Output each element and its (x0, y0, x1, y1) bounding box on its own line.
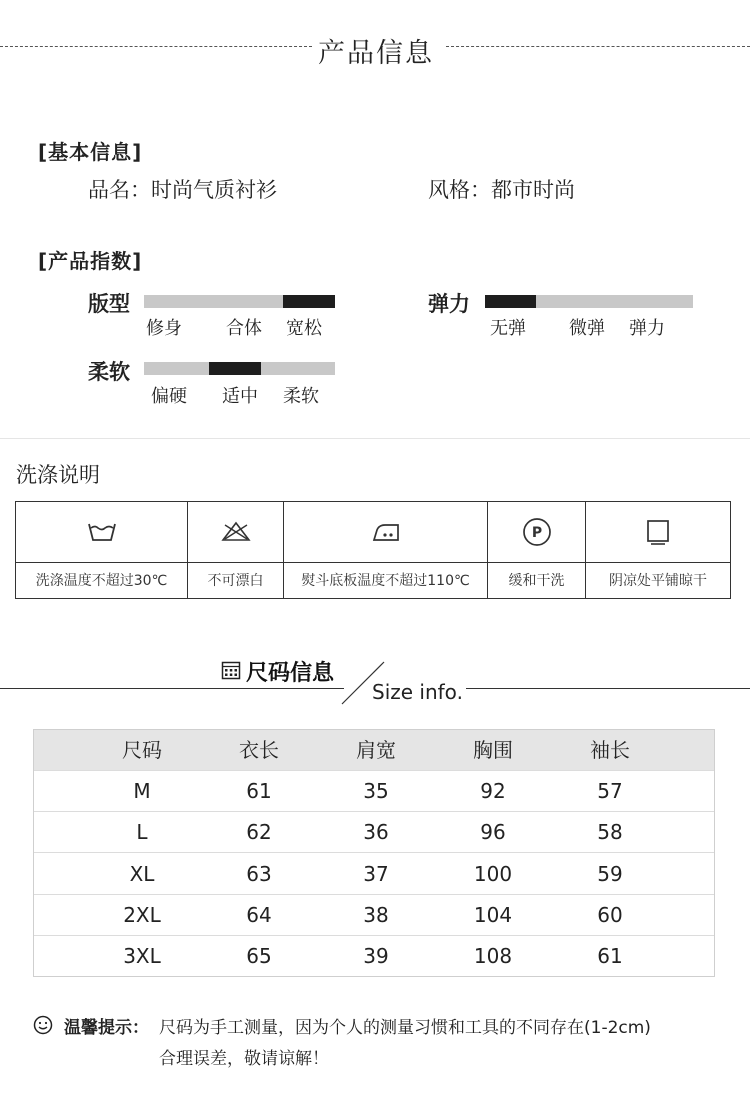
wash-text-4: 缓和干洗 (508, 573, 565, 589)
size-header-line-right (466, 688, 750, 689)
wash-cell-5 (586, 502, 730, 598)
wash-cell-3 (284, 502, 488, 598)
size-table-cell: 37 (363, 861, 389, 886)
wash-cell-divider (188, 562, 283, 563)
size-table-cell: 2XL (123, 902, 161, 927)
product-info-section (0, 0, 750, 438)
size-subtitle: Size info. (372, 680, 463, 704)
no-bleach-icon (188, 516, 283, 548)
wash-cell-4 (488, 502, 586, 598)
size-header-line-left (0, 688, 344, 689)
basic-info-heading: [基本信息] (38, 140, 143, 164)
wash-cell-divider (16, 562, 187, 563)
elastic-tick-2: 微弹 (569, 318, 605, 339)
notice-text-line2: 合理误差，敬请谅解！ (159, 1049, 329, 1069)
wash-cell-2 (188, 502, 284, 598)
notice-text-line1: 尺码为手工测量，因为个人的测量习惯和工具的不同存在(1-2cm) (159, 1018, 651, 1038)
calendar-icon (221, 660, 241, 680)
size-table-header-cell: 肩宽 (356, 738, 396, 762)
wash-cell-divider (586, 562, 730, 563)
size-table-cell: M (133, 779, 151, 804)
size-table-cell: XL (129, 861, 155, 886)
size-table-cell: 100 (473, 861, 513, 886)
size-table-cell: 58 (597, 820, 623, 845)
size-table-header-cell: 袖长 (590, 738, 630, 762)
elastic-index-label: 弹力 (428, 292, 470, 316)
size-table-cell: 61 (597, 944, 623, 968)
size-table-cell: L (136, 820, 148, 845)
page-title: 产品信息 (318, 38, 434, 69)
size-title: 尺码信息 (246, 661, 335, 686)
size-table-cell: 104 (473, 902, 513, 927)
size-table-header-cell: 尺码 (122, 738, 162, 762)
title-dashed-line-left (0, 46, 312, 47)
fit-index-label: 版型 (88, 292, 130, 316)
size-table-header-row (34, 730, 714, 771)
fit-tick-2: 合体 (226, 318, 262, 339)
fit-tick-3: 宽松 (286, 318, 322, 339)
size-table-header-cell: 衣长 (239, 738, 279, 762)
product-index-heading: [产品指数] (38, 249, 143, 273)
table-row (34, 812, 714, 853)
table-row (34, 895, 714, 936)
size-table-cell: 3XL (123, 944, 161, 968)
elastic-index-bar (485, 295, 693, 308)
title-dashed-line-right (446, 46, 750, 47)
dry-clean-p-icon (488, 516, 585, 548)
size-table-cell: 63 (246, 861, 272, 886)
svg-text:P: P (531, 525, 542, 541)
soft-tick-1: 偏硬 (151, 386, 187, 407)
elastic-tick-3: 弹力 (629, 318, 665, 339)
size-table-cell: 57 (597, 779, 623, 804)
table-row (34, 854, 714, 895)
size-table-cell: 108 (473, 944, 513, 968)
wash-title: 洗涤说明 (16, 463, 100, 487)
size-table-cell: 96 (480, 820, 506, 845)
soft-tick-3: 柔软 (283, 386, 319, 407)
size-table-cell: 61 (246, 779, 272, 804)
size-table-cell: 39 (363, 944, 389, 968)
size-table-cell: 65 (246, 944, 272, 968)
product-name: 品名：时尚气质衬衫 (88, 178, 277, 202)
size-table-cell: 64 (246, 902, 272, 927)
wash-instructions-table (15, 501, 731, 599)
section-divider (0, 438, 750, 439)
wash-text-2: 不可漂白 (207, 573, 264, 589)
wash-text-1: 洗涤温度不超过30℃ (35, 573, 168, 589)
fit-tick-1: 修身 (146, 318, 182, 339)
soft-index-marker (209, 362, 261, 375)
elastic-index-marker (485, 295, 536, 308)
wash-cell-1 (16, 502, 188, 598)
size-table-cell: 92 (480, 779, 506, 804)
smile-icon (33, 1015, 53, 1035)
size-table-cell: 62 (246, 820, 272, 845)
product-style: 风格：都市时尚 (428, 178, 575, 202)
wash-text-3: 熨斗底板温度不超过110℃ (301, 573, 470, 589)
table-row (34, 771, 714, 812)
wash-tub-icon (16, 516, 187, 548)
shade-dry-icon (586, 516, 730, 548)
table-row (34, 936, 714, 977)
wash-cell-divider (488, 562, 585, 563)
notice-label: 温馨提示： (64, 1018, 149, 1038)
size-table-cell: 60 (597, 902, 623, 927)
soft-index-label: 柔软 (88, 360, 130, 384)
wash-text-5: 阴凉处平铺晾干 (609, 573, 707, 589)
size-table-header-cell: 胸围 (473, 738, 513, 762)
size-table-cell: 38 (363, 902, 389, 927)
fit-index-bar (144, 295, 335, 308)
soft-index-bar (144, 362, 335, 375)
fit-index-marker (283, 295, 335, 308)
size-table-cell: 59 (597, 861, 623, 886)
elastic-tick-1: 无弹 (490, 318, 526, 339)
iron-icon (284, 516, 487, 548)
size-table-cell: 35 (363, 779, 389, 804)
wash-cell-divider (284, 562, 487, 563)
size-table (33, 729, 715, 977)
size-table-cell: 36 (363, 820, 389, 845)
soft-tick-2: 适中 (222, 386, 258, 407)
